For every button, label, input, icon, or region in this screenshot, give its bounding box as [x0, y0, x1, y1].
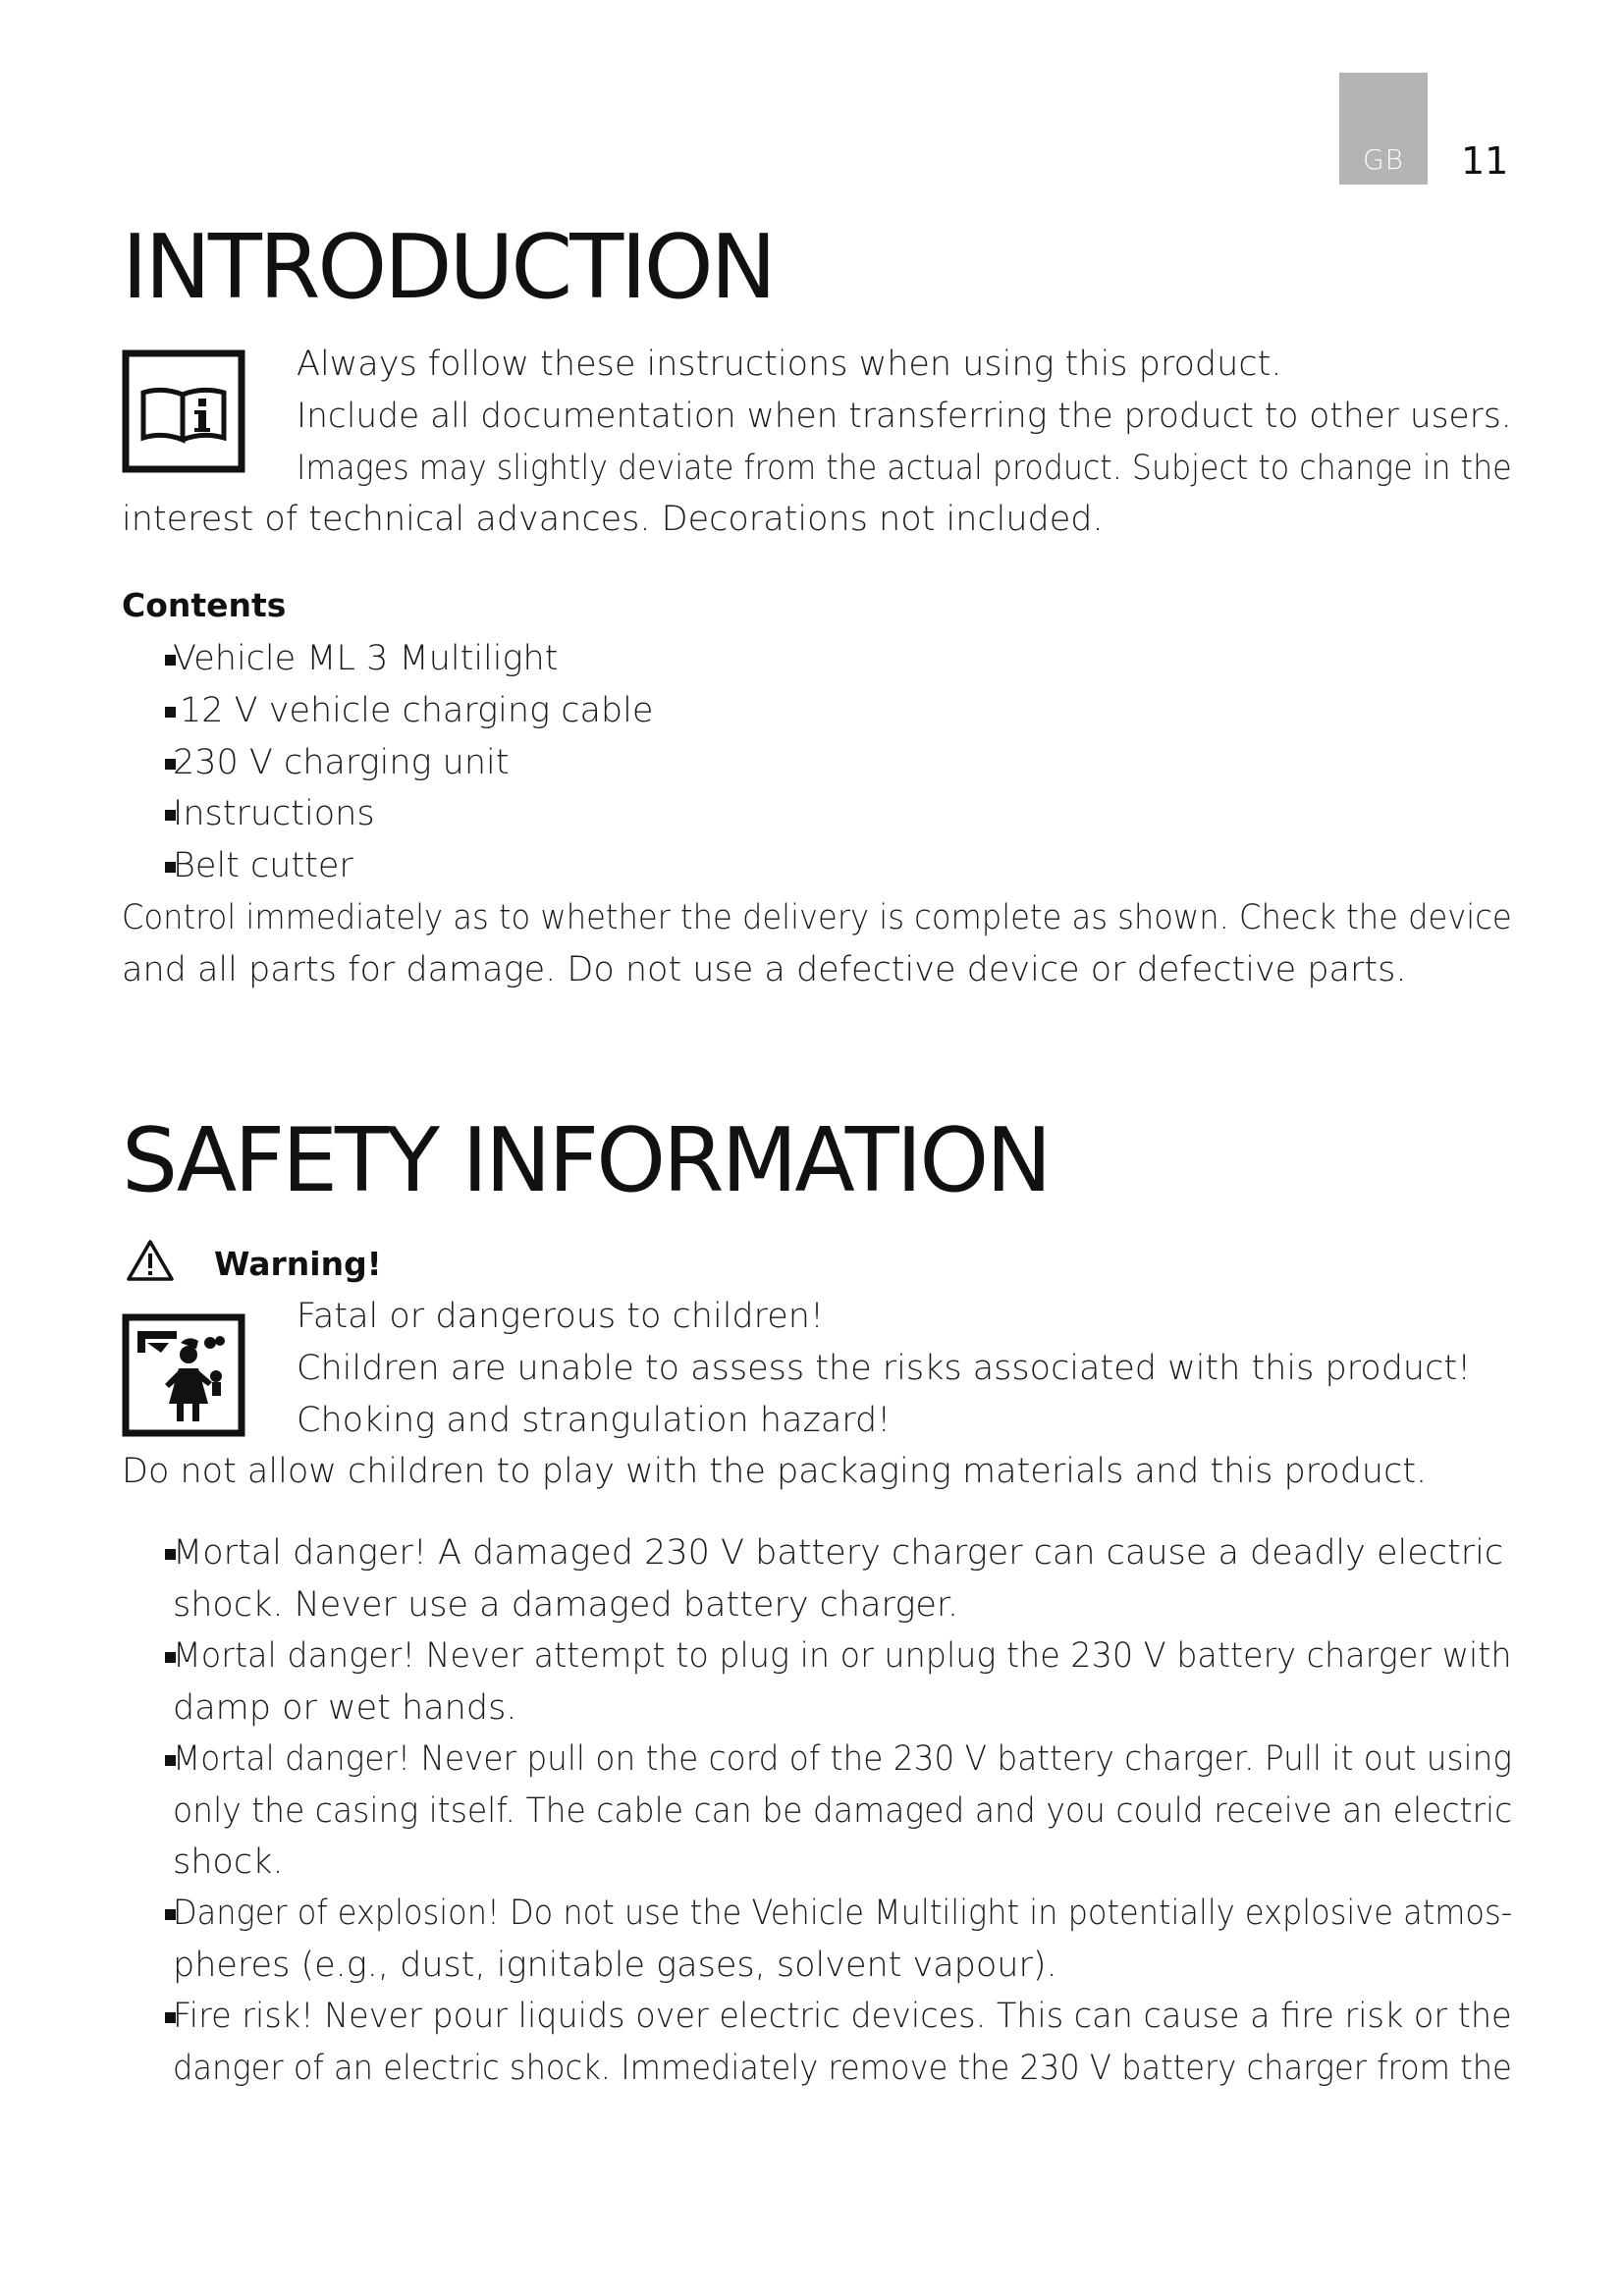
- intro-line-2: Include all documentation when transferring the product to other users.: [297, 397, 1512, 436]
- contents-item: Instructions: [173, 794, 375, 833]
- language-label: GB: [1362, 143, 1405, 176]
- intro-line-4: interest of technical advances. Decorations not included.: [122, 500, 1104, 539]
- contents-item: 12 V vehicle charging cable: [180, 691, 654, 730]
- intro-line-1: Always follow these instructions when using this product.: [297, 345, 1282, 384]
- safety-item-3-line-2: only the casing itself. The cable can be damaged and you could receive an electric: [173, 1791, 1513, 1831]
- page-number: 11: [1461, 139, 1509, 183]
- warning-triangle-icon: [126, 1239, 175, 1282]
- warning-line-1: Fatal or dangerous to children!: [297, 1297, 824, 1336]
- safety-item-5-line-1: Fire risk! Never pour liquids over electric devices. This can cause a fire risk or the: [173, 1997, 1512, 2036]
- safety-item-4-line-1: Danger of explosion! Do not use the Vehicle Multilight in potentially explosive atmos-: [173, 1894, 1513, 1933]
- safety-item-3-line-3: shock.: [173, 1842, 284, 1882]
- warning-label: Warning!: [214, 1245, 382, 1283]
- safety-item-3-line-1: Mortal danger! Never pull on the cord of the 230 V battery charger. Pull it out using: [173, 1739, 1512, 1779]
- contents-item: Belt cutter: [173, 846, 353, 885]
- safety-item-5-line-2: danger of an electric shock. Immediately remove the 230 V battery charger from the: [173, 2049, 1512, 2088]
- safety-item-4-line-2: pheres (e.g., dust, ignitable gases, solvent vapour).: [173, 1946, 1057, 1985]
- safety-title: SAFETY INFORMATION: [122, 1109, 1050, 1212]
- warning-line-3: Choking and strangulation hazard!: [297, 1401, 892, 1440]
- safety-item-1-line-2: shock. Never use a damaged battery charger.: [173, 1585, 959, 1625]
- child-warning-icon: [122, 1313, 245, 1437]
- check-line-2: and all parts for damage. Do not use a defective device or defective parts.: [122, 950, 1407, 989]
- contents-item: Vehicle ML 3 Multilight: [173, 639, 559, 678]
- manual-info-icon: [122, 349, 245, 473]
- introduction-title: INTRODUCTION: [122, 216, 774, 319]
- warning-line-4: Do not allow children to play with the packaging materials and this product.: [122, 1452, 1428, 1491]
- check-line-1: Control immediately as to whether the delivery is complete as shown. Check the device: [122, 898, 1512, 937]
- contents-heading: Contents: [122, 586, 287, 624]
- warning-line-2: Children are unable to assess the risks associated with this product!: [297, 1349, 1472, 1388]
- safety-item-1-line-1: Mortal danger! A damaged 230 V battery charger can cause a deadly electric: [173, 1533, 1504, 1573]
- safety-item-2-line-1: Mortal danger! Never attempt to plug in or unplug the 230 V battery charger with: [173, 1636, 1512, 1676]
- safety-item-2-line-2: damp or wet hands.: [173, 1688, 517, 1728]
- intro-line-3: Images may slightly deviate from the actual product. Subject to change in the: [297, 449, 1512, 488]
- bullet-icon: [165, 707, 176, 718]
- contents-item: 230 V charging unit: [173, 743, 510, 782]
